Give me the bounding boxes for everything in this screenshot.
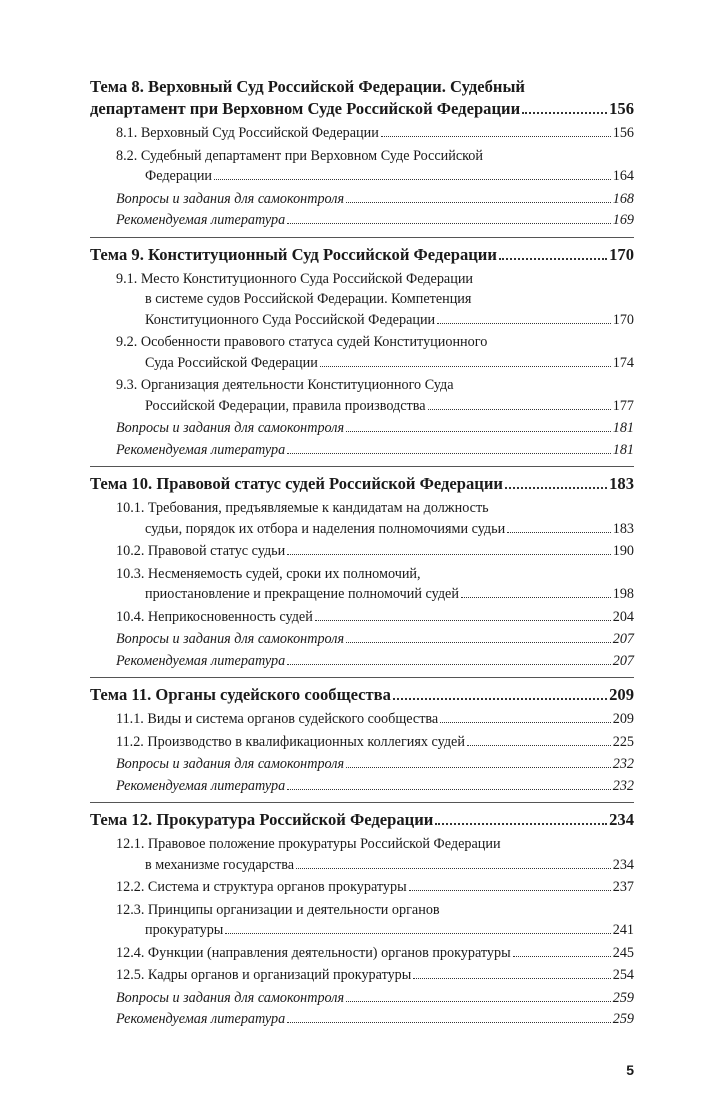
entry-text: департамент при Верховном Суде Российской Федерации — [90, 99, 521, 118]
entry-line — [116, 396, 634, 417]
entry-line — [116, 877, 634, 898]
page-ref: 207 — [612, 652, 634, 669]
entry-text: 8.2. Судебный департамент при Верховном Суде Российской — [116, 147, 483, 164]
page-ref: 259 — [612, 989, 634, 1006]
page-ref: 164 — [612, 168, 634, 184]
dot-leader — [287, 1022, 611, 1023]
entry-text: Федерации — [145, 168, 213, 184]
toc-entry — [90, 965, 634, 986]
entry-text: 9.2. Особенности правового статуса судей Конституционного — [116, 334, 488, 350]
entry-line — [116, 498, 634, 519]
page-ref: 254 — [612, 967, 634, 983]
dot-leader — [499, 258, 607, 260]
entry-text: Конституционного Суда Российской Федерации — [145, 311, 436, 328]
topic-heading — [90, 473, 634, 495]
page-ref: 181 — [612, 441, 634, 458]
dot-leader — [435, 823, 607, 825]
page-ref: 183 — [612, 520, 634, 537]
entry-text: 11.1. Виды и система органов судейского сообщества — [116, 711, 439, 727]
entry-line — [116, 709, 634, 730]
page-ref: 169 — [612, 212, 634, 228]
toc-section — [90, 244, 634, 468]
toc-entry — [90, 900, 634, 941]
entry-line — [116, 900, 634, 921]
entry-line — [90, 98, 634, 120]
toc-entry — [90, 375, 634, 416]
page-ref: 170 — [609, 244, 634, 264]
entry-text: Рекомендуемая литература — [116, 652, 286, 669]
entry-line — [116, 943, 634, 964]
page-ref: 204 — [612, 608, 634, 625]
entry-line — [116, 310, 634, 331]
entry-text: 10.2. Правовой статус судьи — [116, 543, 286, 559]
dot-leader — [346, 767, 611, 768]
entry-line — [116, 920, 634, 941]
page-ref: 156 — [609, 99, 634, 118]
toc-entry — [90, 541, 634, 562]
dot-leader — [346, 1001, 611, 1002]
entry-line — [116, 855, 634, 876]
dot-leader — [287, 554, 610, 555]
dot-leader — [225, 933, 610, 934]
toc-entry — [90, 332, 634, 373]
dot-leader — [287, 664, 611, 665]
entry-line — [116, 289, 634, 310]
toc-entry — [90, 146, 634, 187]
entry-text: 9.3. Организация деятельности Конституционного Суда — [116, 377, 454, 393]
entry-line — [116, 584, 634, 605]
entry-line — [116, 564, 634, 585]
entry-line — [116, 732, 634, 753]
entry-line — [116, 965, 634, 986]
entry-text: 9.1. Место Конституционного Суда Российской Федерации — [116, 270, 473, 287]
page-ref: 177 — [612, 397, 634, 414]
topic-heading — [90, 684, 634, 706]
toc-entry — [90, 123, 634, 144]
dot-leader — [287, 223, 611, 224]
toc-entry — [90, 834, 634, 875]
entry-text: 10.4. Неприкосновенность судей — [116, 608, 313, 625]
dot-leader — [413, 978, 610, 979]
toc-entry — [90, 943, 634, 964]
entry-text: Рекомендуемая литература — [116, 777, 286, 794]
page-ref: 232 — [612, 777, 634, 794]
entry-text: Вопросы и задания для самоконтроля — [116, 756, 345, 772]
page-ref: 232 — [612, 756, 634, 772]
page-ref: 259 — [612, 1011, 634, 1027]
entry-text: 12.3. Принципы организации и деятельности органов — [116, 901, 440, 918]
entry-text: 10.1. Требования, предъявляемые к кандидатам на должность — [116, 500, 489, 516]
entry-line — [116, 189, 634, 210]
dot-leader — [346, 431, 611, 432]
page-ref: 234 — [609, 810, 634, 829]
entry-text: судьи, порядок их отбора и наделения полномочиями судьи — [145, 520, 506, 537]
entry-text: Вопросы и задания для самоконтроля — [116, 420, 345, 436]
dot-leader — [522, 112, 607, 114]
entry-line — [116, 210, 634, 231]
dot-leader — [320, 366, 611, 367]
entry-text: 12.4. Функции (направления деятельности) органов прокуратуры — [116, 944, 511, 961]
entry-text: Российской Федерации, правила производства — [145, 397, 426, 414]
entry-text: в системе судов Российской Федерации. Компетенция — [145, 291, 472, 307]
entry-text: 11.2. Производство в квалификационных коллегиях судей — [116, 733, 465, 750]
page-ref: 225 — [612, 733, 634, 750]
entry-text: Вопросы и задания для самоконтроля — [116, 190, 345, 207]
toc-entry — [90, 269, 634, 331]
entry-line — [90, 473, 634, 495]
entry-line — [116, 834, 634, 855]
entry-line — [116, 607, 634, 628]
entry-line — [116, 166, 634, 187]
dot-leader — [461, 597, 611, 598]
dot-leader — [393, 698, 607, 700]
toc-entry — [90, 776, 634, 797]
dot-leader — [440, 722, 611, 723]
toc-section — [90, 809, 634, 1036]
toc-section — [90, 76, 634, 238]
dot-leader — [287, 789, 611, 790]
entry-text: Тема 11. Органы судейского сообщества — [90, 685, 391, 704]
dot-leader — [513, 956, 611, 957]
dot-leader — [287, 453, 611, 454]
dot-leader — [507, 532, 611, 533]
toc-entry — [90, 629, 634, 650]
entry-text: Тема 8. Верховный Суд Российской Федерации. Судебный — [90, 77, 525, 96]
entry-line — [116, 269, 634, 290]
dot-leader — [214, 179, 611, 180]
toc-entry — [90, 754, 634, 775]
entry-text: Суда Российской Федерации — [145, 354, 318, 371]
entry-text: Рекомендуемая литература — [116, 212, 286, 228]
toc-entry — [90, 651, 634, 672]
entry-text: Вопросы и задания для самоконтроля — [116, 989, 345, 1006]
entry-line — [116, 651, 634, 672]
entry-line — [116, 418, 634, 439]
page-ref: 234 — [612, 856, 634, 873]
entry-text: Вопросы и задания для самоконтроля — [116, 631, 345, 647]
page-ref: 181 — [612, 420, 634, 436]
toc-entry — [90, 440, 634, 461]
entry-line — [116, 375, 634, 396]
entry-text: прокуратуры — [145, 922, 224, 938]
page-ref: 209 — [612, 711, 634, 727]
entry-line — [116, 353, 634, 374]
page-ref: 241 — [612, 922, 634, 938]
page-number: 5 — [626, 1062, 634, 1078]
entry-text: Рекомендуемая литература — [116, 441, 286, 458]
page-ref: 170 — [612, 311, 634, 328]
page-ref: 245 — [612, 944, 634, 961]
page-ref: 198 — [612, 586, 634, 602]
entry-text: 10.3. Несменяемость судей, сроки их полномочий, — [116, 565, 421, 582]
entry-line — [116, 1009, 634, 1030]
dot-leader — [409, 890, 611, 891]
entry-line — [116, 988, 634, 1009]
toc-entry — [90, 498, 634, 539]
page-ref: 209 — [609, 685, 634, 704]
entry-line — [90, 809, 634, 831]
topic-heading — [90, 809, 634, 831]
entry-line — [116, 629, 634, 650]
entry-text: в механизме государства — [145, 856, 295, 873]
page-ref: 168 — [612, 190, 634, 207]
entry-text: Рекомендуемая литература — [116, 1011, 286, 1027]
page-ref: 207 — [612, 631, 634, 647]
entry-line — [116, 123, 634, 144]
entry-text: приостановление и прекращение полномочий судей — [145, 586, 459, 602]
toc-entry — [90, 988, 634, 1009]
entry-line — [116, 440, 634, 461]
entry-line — [116, 146, 634, 167]
dot-leader — [346, 642, 611, 643]
page-ref: 237 — [612, 879, 634, 895]
dot-leader — [315, 620, 611, 621]
dot-leader — [381, 136, 611, 137]
toc-entry — [90, 1009, 634, 1030]
page-ref: 174 — [612, 354, 634, 371]
dot-leader — [505, 487, 607, 489]
entry-text: 12.2. Система и структура органов прокуратуры — [116, 879, 407, 895]
dot-leader — [437, 323, 611, 324]
toc-section — [90, 473, 634, 678]
toc-entry — [90, 732, 634, 753]
dot-leader — [428, 409, 611, 410]
entry-text: 8.1. Верховный Суд Российской Федерации — [116, 125, 379, 141]
topic-heading — [90, 76, 634, 120]
table-of-contents — [90, 76, 634, 1042]
toc-entry — [90, 189, 634, 210]
dot-leader — [467, 745, 611, 746]
page-ref: 183 — [609, 474, 634, 493]
page-ref: 190 — [612, 543, 634, 559]
toc-entry — [90, 607, 634, 628]
dot-leader — [346, 202, 611, 203]
page-ref: 156 — [612, 125, 634, 141]
toc-entry — [90, 564, 634, 605]
dot-leader — [296, 868, 611, 869]
entry-text: 12.5. Кадры органов и организаций прокуратуры — [116, 967, 412, 983]
entry-line — [90, 76, 634, 98]
toc-entry — [90, 877, 634, 898]
toc-entry — [90, 418, 634, 439]
entry-line — [116, 776, 634, 797]
entry-text: Тема 9. Конституционный Суд Российской Федерации — [90, 244, 497, 264]
toc-section — [90, 684, 634, 803]
entry-line — [90, 244, 634, 266]
entry-line — [116, 519, 634, 540]
entry-text: Тема 10. Правовой статус судей Российской Федерации — [90, 474, 503, 493]
entry-line — [116, 541, 634, 562]
entry-line — [116, 754, 634, 775]
entry-line — [90, 684, 634, 706]
topic-heading — [90, 244, 634, 266]
entry-text: Тема 12. Прокуратура Российской Федерации — [90, 810, 434, 829]
toc-entry — [90, 709, 634, 730]
entry-line — [116, 332, 634, 353]
entry-text: 12.1. Правовое положение прокуратуры Российской Федерации — [116, 836, 501, 852]
toc-entry — [90, 210, 634, 231]
